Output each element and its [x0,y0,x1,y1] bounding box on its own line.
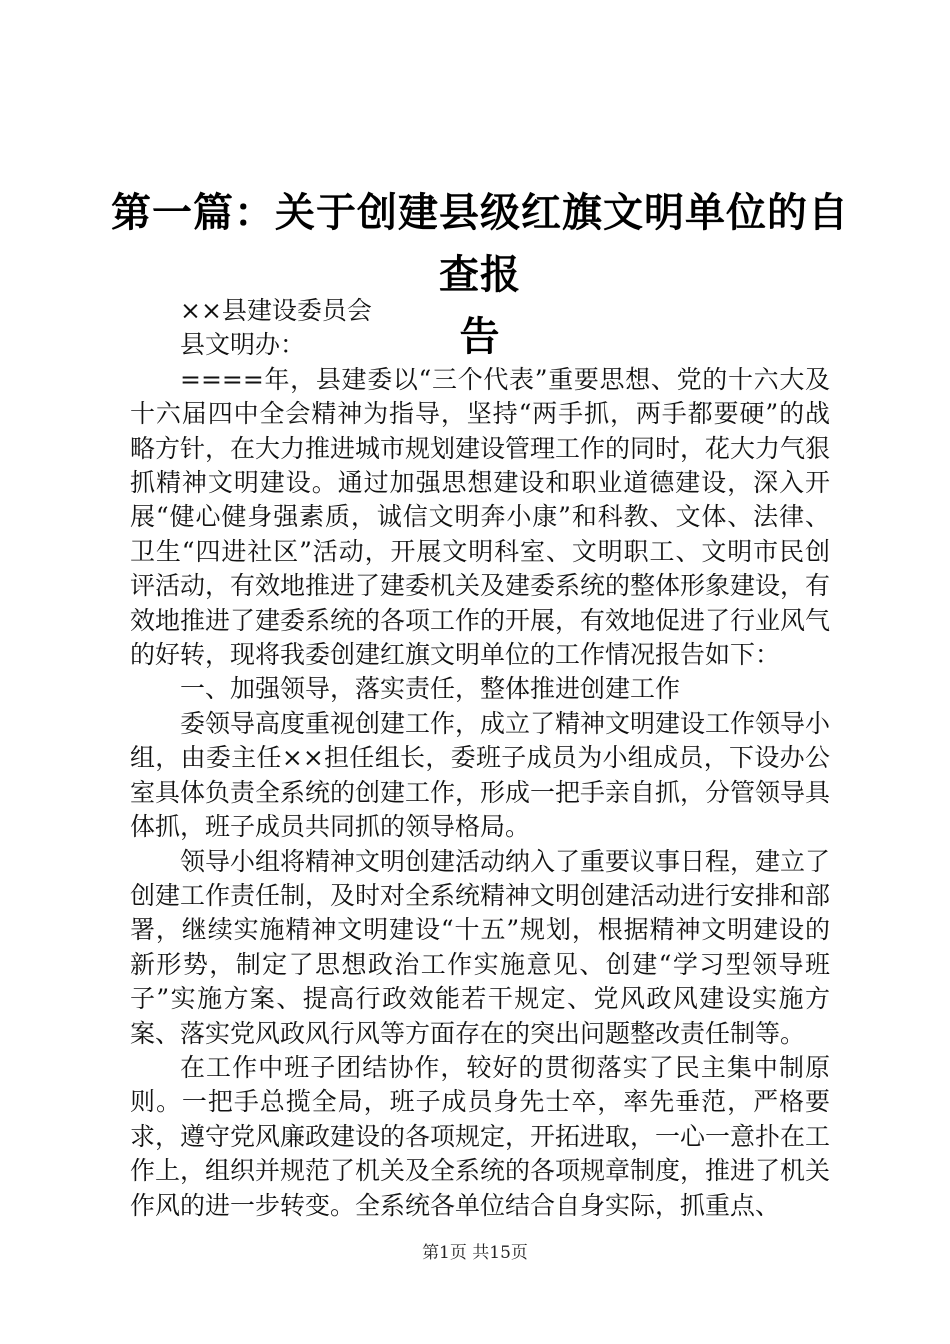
section-heading: 一、加强领导，落实责任，整体推进创建工作 [180,674,681,704]
body-paragraph: ====年，县建委以“三个代表”重要思想、党的十六大及十六届四中全会精神为指导，坚持“两手抓，两手都要硬”的战略方针，在大力推进城市规划建设管理工作的同时，花大力气狠抓精神文明建设。通过加强思想建设和职业道德建设，深入开展“健心健身强素质，诚信文明奔小康”和科教、文体、法律、卫生“四进社区”活动，开展文明科室、文明职工、文明市民创评活动，有效地推进了建委机关及建委系统的整体形象建设，有效地推进了建委系统的各项工作的开展，有效地促进了行业风气的好转，现将我委创建红旗文明单位的工作情况报告如下： [130,364,831,670]
title-line-1: 第一篇：关于创建县级红旗文明单位的自查报 [111,189,849,298]
document-body [130,294,830,1223]
page-footer: 第1页 共15页 [422,1243,528,1263]
body-paragraph: 领导小组将精神文明创建活动纳入了重要议事日程，建立了创建工作责任制，及时对全系统精神文明创建活动进行安排和部署，继续实施精神文明建设“十五”规划，根据精神文明建设的新形势，制定了思想政治工作实施意见、创建“学习型领导班子”实施方案、提高行政效能若干规定、党风政风建设实施方案、落实党风政风行风等方面存在的突出问题整改责任制等。 [130,846,831,1048]
salutation-line: 县文明办： [180,330,306,360]
recipient-line: ××县建设委员会 [180,296,372,325]
title-line-2: 告 [459,313,501,360]
body-paragraph: 在工作中班子团结协作，较好的贯彻落实了民主集中制原则。一把手总揽全局，班子成员身先士卒，率先垂范，严格要求，遵守党风廉政建设的各项规定，开拓进取，一心一意扑在工作上，组织并规范了机关及全系统的各项规章制度，推进了机关作风的进一步转变。全系统各单位结合自身实际，抓重点、 [130,1052,831,1220]
body-paragraph: 委领导高度重视创建工作，成立了精神文明建设工作领导小组，由委主任××担任组长，委班子成员为小组成员，下设办公室具体负责全系统的创建工作，形成一把手亲自抓，分管领导具体抓，班子成员共同抓的领导格局。 [130,708,831,842]
